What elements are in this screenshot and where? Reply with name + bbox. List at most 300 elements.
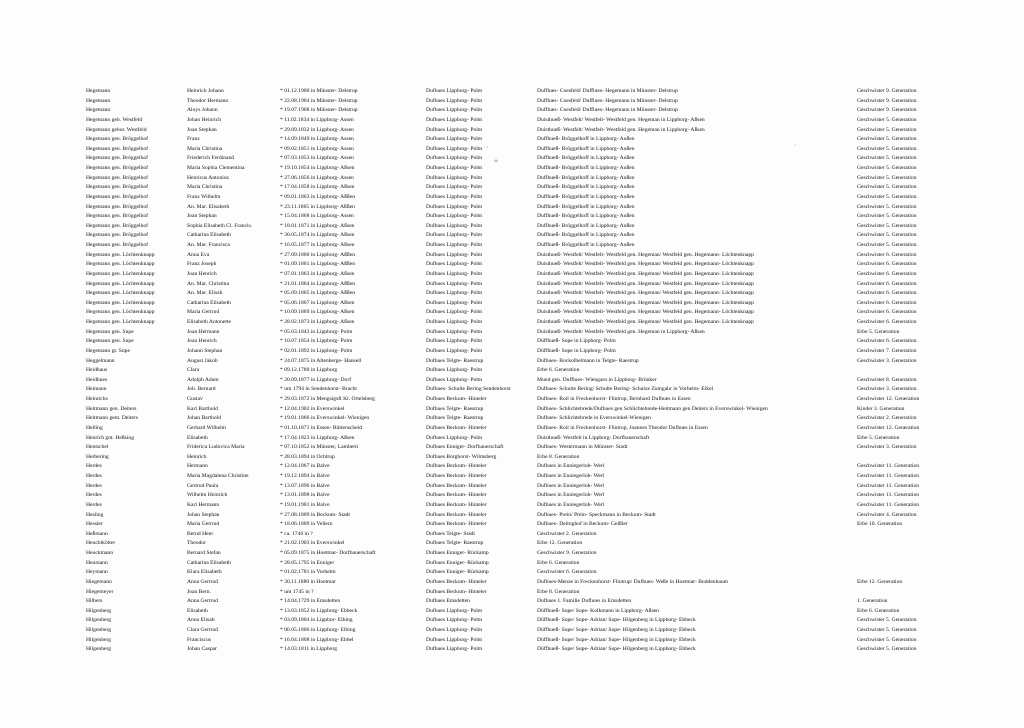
cell-farm-lineage: Düffhueß- Supe/ Supe- Adrian/ Supe- Hilgenberg in Lippborg- Ebbeck [537, 617, 696, 624]
cell-birth: * 27.08.1809 in Beckum- Stadt [280, 511, 350, 518]
cell-given-name: Heinrich [187, 453, 207, 460]
cell-family-line: Dufhues Telgte- Raestrup [426, 540, 484, 547]
cell-surname: Hiegemeyer [86, 588, 114, 595]
cell-surname: Hegemann gen. Bröggelhof [86, 232, 148, 239]
cell-surname: Heggelmann [86, 357, 115, 364]
cell-generation: Geschwister 3. Generation [857, 357, 917, 364]
table-row [86, 607, 938, 617]
table-row [86, 501, 938, 511]
cell-given-name: Franz Joseph [187, 261, 217, 268]
cell-generation: Geschwister 5. Generation [857, 636, 917, 643]
cell-farm-lineage: Duisthueß- Westfelt/ Westfelt- Westfeld gen. Hegeman/ Westfeld gen. Hegemann- Löchtenknapp [537, 261, 754, 268]
table-row [86, 241, 938, 251]
cell-farm-lineage: Duffhueß- Bröggelhoff in Lippborg- Außen [537, 222, 635, 229]
cell-family-line: Dufhues Enniger- Dorfbauerschaft [426, 444, 504, 451]
table-row [86, 443, 938, 453]
cell-birth: * 06.05.1806 in Lippborg- Elbing [280, 627, 356, 633]
table-row [86, 491, 938, 501]
cell-generation: Erbe 10. Generation [857, 521, 903, 528]
cell-generation: Geschwister 6. Generation [857, 290, 917, 297]
cell-given-name: Maria Gertrud [187, 309, 220, 316]
cell-family-line: Dufhues Lippborg- Polm [426, 145, 483, 152]
cell-surname: Herbering [86, 453, 109, 460]
cell-surname: Hegemann gebor. Westfeld [86, 126, 147, 133]
cell-generation: Geschwister 5. Generation [857, 184, 917, 191]
cell-surname: Hessler [86, 521, 103, 528]
cell-given-name: An. Mar. Christina [187, 280, 229, 287]
cell-surname: Herdes [86, 463, 102, 470]
cell-family-line: Dufhues Lippborg- Polm [426, 88, 483, 94]
cell-generation: Geschwister 6. Generation [857, 299, 917, 306]
table-row [86, 308, 938, 318]
cell-given-name: Anna Gertrud [187, 578, 218, 585]
table-row [86, 482, 938, 492]
cell-family-line: Dufhues Lippborg- Polm [426, 155, 483, 162]
cell-farm-lineage: Duisthueß- Westfelt/ Westfelt- Westfeld gen. Hegeman/ Westfeld gen. Hegemann- Löchtenknapp [537, 319, 754, 325]
table-row [86, 462, 938, 472]
cell-given-name: Anna Eva [187, 251, 210, 258]
cell-farm-lineage: Duisthueß- Westfelt/ Westfelt- Westfeld gen. Hegeman in Lippborg- Aßsen [537, 328, 705, 335]
cell-farm-lineage: Duisthueß- Westfelt/ Westfelt- Westfeld gen. Hegeman/ Westfeld gen. Hegemann- Löchtenknapp [537, 299, 754, 306]
cell-family-line: Dufhues Lippborg- Polm [426, 319, 483, 325]
cell-family-line: Dufhues Lippborg- Polm [426, 261, 483, 268]
table-row [86, 626, 938, 636]
cell-farm-lineage: Düffhueß- Supe/ Supe- Adrian/ Supe- Hilgenberg in Lippborg- Ebbeck [537, 636, 696, 643]
cell-farm-lineage: Dufhues 1. Familie Dufhues in Emsdetten [537, 598, 632, 605]
table-row [86, 559, 938, 569]
cell-farm-lineage: Duisthueß- Westfelt in Lippborg- Dorfbauerschaft [537, 434, 650, 441]
cell-birth: * 16.05.1877 in Lippborg- Aßsen [280, 242, 355, 248]
cell-farm-lineage: Duffhueß- Bröggelhoff in Lippborg- Außen [537, 136, 635, 143]
table-row [86, 222, 938, 232]
cell-farm-lineage: Duffhueß- Bröggelhoff in Lippborg- Außen [537, 213, 635, 220]
cell-surname: Hilgenberg [86, 646, 112, 653]
cell-birth: * 27.09.1860 in Lippborg- Aßßen [280, 251, 356, 258]
cell-family-line: Dufhues Lippborg- Polm [426, 328, 483, 335]
cell-generation: Geschwister 4. Generation [857, 511, 917, 518]
cell-surname: Hilgenberg [86, 617, 112, 624]
cell-generation [857, 559, 938, 569]
cell-farm-lineage: Duisthueß- Westfelt/ Westfelt- Westfeld gen. Hegeman/ Westfeld gen. Hegemann- Löchtenknapp [537, 270, 754, 277]
cell-family-line: Dufhues Lippborg- Polm [426, 646, 483, 653]
cell-family-line: Dufhues Lippborg- Polm [426, 174, 483, 181]
cell-generation: Geschwister 5. Generation [857, 126, 917, 133]
cell-given-name: Maria Christina [187, 145, 223, 152]
cell-given-name: Elisabeth [187, 434, 208, 441]
cell-birth: * 19.07.1908 in Münster- Delstrup [280, 107, 358, 114]
cell-farm-lineage: Düffhueß- Supe/ Supe- Adrian/ Supe- Hilgenberg in Lippborg- Ebbeck [537, 646, 696, 653]
cell-given-name: Friederich Ferdinand [187, 155, 235, 162]
table-row [86, 395, 938, 405]
cell-family-line: Dufhues Lippborg- Polm [426, 338, 483, 345]
cell-farm-lineage: Dufhues- Prein/ Prein- Speckmann in Beckum- Stadt [537, 511, 656, 518]
cell-generation [857, 588, 938, 598]
cell-birth: * 07.10.1852 in Münster, Lamberti [280, 444, 359, 451]
table-row [86, 588, 938, 598]
cell-surname: Hilbers [86, 598, 103, 605]
table-row [86, 616, 938, 626]
cell-surname: Heitmann gen. Deiters [86, 405, 137, 412]
table-row [86, 318, 938, 328]
cell-family-line: Dufhues Lippborg- Polm [426, 213, 483, 220]
cell-birth: * 19.10.1854 in Lippborg- Aßsen [280, 165, 355, 171]
cell-birth: * 05.06.1867 in Lippborg- Aßsen [280, 299, 355, 306]
cell-generation: Geschwister 5. Generation [857, 203, 917, 210]
cell-birth: * 05.03.1843 in Lippborg- Polm [280, 328, 353, 335]
cell-given-name: Johan Caspar [187, 646, 217, 653]
table-row [86, 116, 938, 126]
cell-birth: * 17.04.1823 in Lippborg- Aßsen [280, 434, 355, 441]
cell-birth: * 27.06.1856 in Lippborg- Assen [280, 174, 354, 181]
cell-birth: * ca. 1746 in ? [280, 530, 313, 537]
cell-generation [857, 530, 938, 540]
table-row [86, 424, 938, 434]
cell-family-line: Dufhues Telgte- Raestrup [426, 357, 484, 364]
cell-family-line: Dufhues Lippborg- Polm [426, 203, 483, 210]
table-row [86, 376, 938, 386]
table-row [86, 520, 938, 530]
table-row [86, 251, 938, 261]
cell-surname: Hesling [86, 511, 104, 518]
cell-farm-lineage: Duffhueß- Bröggelhoff in Lippborg- Außen [537, 145, 635, 152]
cell-given-name: Gustav [187, 396, 203, 402]
cell-generation: Erbe 5. Generation [857, 328, 900, 335]
cell-generation: Geschwister 11. Generation [857, 492, 920, 499]
cell-given-name: Franz [187, 136, 200, 143]
table-row [86, 203, 938, 213]
cell-farm-lineage: Dufhues- Schlichtebrede/Dufhues gen Schlichtebrede-Heitmann gen Deiters in Everswinkel- Wienigen [537, 405, 768, 412]
cell-birth: * 12.04.1902 in Everswinkel [280, 405, 345, 412]
cell-given-name: An. Mar. Francisca [187, 242, 230, 248]
table-row [86, 337, 938, 347]
cell-family-line: Dufhues- Schulte Bering Sendenhorst [426, 386, 511, 393]
cell-surname: Heuckmann [86, 550, 114, 556]
cell-surname: Heitmann gent. Deiters [86, 415, 139, 422]
scan-speck: * [494, 158, 498, 167]
cell-farm-lineage: Duisthueß- Westfelt/ Westfelt- Westfeld gen. Hegeman in Lippborg- Aßsen [537, 126, 705, 133]
cell-family-line: Dufhues Beckum- Hinteler [426, 482, 487, 489]
cell-surname: Hiegemann [86, 578, 112, 585]
cell-surname: Hegemann gt. Supe [86, 347, 130, 354]
cell-farm-lineage: Duffhueß- Bröggelhoff in Lippborg- Außen [537, 232, 635, 239]
table-row [86, 289, 938, 299]
cell-generation: Geschwister 2. Generation [857, 415, 917, 422]
cell-family-line: Dufhues Lippborg- Polm [426, 434, 483, 441]
cell-surname: Hegemann gen. Bröggelhof [86, 203, 148, 210]
table-row [86, 328, 938, 338]
cell-farm-lineage: Dufhues in Enniegerloh- Werl [537, 501, 605, 508]
cell-farm-lineage: Dufhues- Westermann in Münster- Stadt [537, 444, 628, 451]
cell-given-name: Catharina Elisabeth [187, 299, 231, 306]
cell-birth: * 13.03.1852 in Lippborg- Ebbeck [280, 607, 358, 614]
cell-generation: Geschwister 5. Generation [857, 165, 917, 171]
cell-surname: Hegemann gen. Bröggelhof [86, 136, 148, 143]
cell-birth: * 23.11.1865 in Lippborg- Aßßen [280, 203, 355, 210]
table-row [86, 530, 938, 540]
table-row [86, 453, 938, 463]
cell-surname: Hegemann gen. Supe [86, 328, 134, 335]
cell-birth: * 21.02.1903 in Everswinkel [280, 540, 345, 547]
cell-family-line: Dufhues Lippborg- Polm [426, 232, 483, 239]
cell-farm-lineage: Duisthueß- Westfelt/ Westfelt- Westfeld gen. Hegeman/ Westfeld gen. Hegemann- Löchtenknapp [537, 251, 754, 258]
table-row [86, 193, 938, 203]
cell-surname: Herdes [86, 482, 102, 489]
cell-family-line: Dufhues Telgte- Stadt [426, 530, 475, 537]
cell-surname: Hilgenberg [86, 627, 112, 633]
table-row [86, 472, 938, 482]
cell-surname: Hegemann gen. Bröggelhof [86, 222, 148, 229]
cell-given-name: Catharina Elisabeth [187, 559, 231, 566]
table-row [86, 280, 938, 290]
cell-surname: Henrich gnt. Heßsing [86, 434, 135, 441]
cell-birth: * 21.01.1864 in Lippborg- Aßßen [280, 280, 356, 287]
cell-generation: Geschwister 5. Generation [857, 617, 917, 624]
cell-generation: Geschwister 5. Generation [857, 646, 917, 653]
cell-farm-lineage: Geschwister 9. Generation [537, 550, 597, 556]
cell-given-name: Maria Christina [187, 184, 223, 191]
table-row [86, 549, 938, 559]
cell-family-line: Dufhues Lippborg- Polm [426, 136, 483, 143]
cell-given-name: Maria Magdalena Christine [187, 473, 249, 479]
cell-farm-lineage: Duffhueß- Bröggelhoff in Lippborg- Außen [537, 242, 635, 248]
cell-birth: * 10.09.1869 in Lippborg- Aßsen [280, 309, 355, 316]
cell-surname: Hegemann gen. Löchtenknapp [86, 319, 155, 325]
cell-generation: Geschwister 3. Generation [857, 444, 917, 451]
cell-given-name: Aloys Johann [187, 107, 218, 114]
cell-generation [857, 539, 938, 549]
cell-birth: * 17.04.1858 in Lippborg- Aßsen [280, 184, 355, 191]
cell-surname: Hegemann gen. Löchtenknapp [86, 309, 155, 316]
cell-given-name: Henricus Antonius [187, 174, 229, 181]
cell-surname: Helling [86, 424, 103, 431]
cell-family-line: Dufhues Lippborg- Polm [426, 607, 483, 614]
cell-birth: * 10.07.1854 in Lippborg- Polm [280, 338, 353, 345]
cell-given-name: Maria Gertrud [187, 521, 220, 528]
cell-farm-lineage: Dufhues- Schlichtebrede in Everswinkel-Wienigen [537, 415, 651, 422]
cell-given-name: Joan Bern. [187, 588, 211, 595]
cell-birth: * 07.03.1853 in Lippborg- Assen [280, 155, 354, 162]
cell-generation [857, 366, 938, 376]
cell-birth: * 02.01.1892 in Lippborg- Polm [280, 347, 353, 354]
cell-family-line: Dufhues Lippborg- Polm [426, 627, 483, 633]
cell-family-line: Dufhues Lippborg- Polm [426, 116, 483, 123]
table-row [86, 539, 938, 549]
cell-family-line: Dufhues Lippborg- Polm [426, 242, 483, 248]
cell-generation: Geschwister 6. Generation [857, 338, 917, 345]
cell-birth: * 28.05.1795 in Enniger [280, 559, 335, 566]
table-row [86, 154, 938, 164]
cell-birth: * 13.07.1896 in Balve [280, 482, 330, 489]
cell-given-name: Bernard Stefan [187, 550, 221, 556]
cell-family-line: Dufhues Lippborg- Polm [426, 636, 483, 643]
cell-generation: Geschwister 12. Generation [857, 396, 920, 402]
cell-given-name: Gerhard Wilhelm [187, 424, 226, 431]
cell-farm-lineage: Duffhueß- Bröggelhoff in Lippborg- Außen [537, 174, 635, 181]
cell-family-line: Dufhues Lippborg- Polm [426, 280, 483, 287]
cell-birth: * 12.04.1867 in Balve [280, 463, 330, 470]
cell-generation: Geschwister 6. Generation [857, 280, 917, 287]
table-row [86, 212, 938, 222]
cell-generation [857, 453, 938, 463]
cell-given-name: Joan Hermann [187, 328, 220, 335]
cell-surname: Hegemann geb. Westfeld [86, 116, 143, 123]
cell-given-name: Elisabeth [187, 607, 208, 614]
cell-generation: Geschwister 9. Generation [857, 97, 917, 104]
cell-farm-lineage: Dufhues in Enniegerloh- Werl [537, 492, 605, 499]
cell-birth: * 01.02.1781 in Vorhelm [280, 569, 336, 576]
cell-given-name: Franz Wilhelm [187, 193, 221, 200]
cell-family-line: Dufhues Enniger- Rückamp [426, 569, 489, 576]
cell-generation: Geschwister 5. Generation [857, 222, 917, 229]
cell-given-name: An. Mar. Elisabeth [187, 203, 230, 210]
cell-surname: Heidhaus [86, 367, 108, 374]
cell-generation: Geschwister 5. Generation [857, 155, 917, 162]
cell-birth: * 09.12.1780 in Lippborg [280, 367, 338, 374]
cell-family-line: Dufhues Lippborg- Polm [426, 309, 483, 316]
cell-family-line: Dufhues Beckum- Hinteler [426, 463, 487, 470]
cell-family-line: Dufhues Lippborg- Polm [426, 107, 483, 114]
cell-farm-lineage: Dufhues in Enniegerloh- Werl [537, 482, 605, 489]
table-row [86, 260, 938, 270]
table-row [86, 568, 938, 578]
cell-farm-lineage: Dufhues in Enniegerloh- Werl [537, 463, 605, 470]
cell-generation: Erbe 12. Generation [857, 578, 903, 585]
cell-birth: * 16.04.1808 in Lippborg- Ebbel [280, 636, 354, 643]
cell-birth: * um 1794 in Sendenhorst- Bracht [280, 386, 357, 393]
cell-given-name: An. Mar. Elisab [187, 290, 223, 297]
cell-farm-lineage: Mund gen. Dufflues- Wiengarn in Lippborg- Brünker [537, 376, 657, 383]
table-row [86, 347, 938, 357]
cell-surname: Heidhues [86, 376, 108, 383]
cell-given-name: Johan Heinrich [187, 116, 222, 123]
cell-given-name: Heinrich Johann [187, 88, 224, 94]
cell-surname: Hegemann [86, 97, 111, 104]
cell-surname: Hentschel [86, 444, 109, 451]
table-row [86, 414, 938, 424]
cell-surname: Herdes [86, 501, 102, 508]
cell-given-name: Johan Stephan [187, 511, 220, 518]
cell-generation [857, 549, 938, 559]
cell-surname: Hegemann gen. Bröggelhof [86, 193, 148, 200]
cell-generation: Geschwister 6. Generation [857, 309, 917, 316]
cell-birth: * 22.08.1904 in Münster- Delstrup [280, 97, 358, 104]
table-row [86, 126, 938, 136]
cell-family-line: Dufhues Beckum- Hinteler [426, 424, 487, 431]
cell-birth: * 03.09.1804 in Lippbor- Elbing [280, 617, 353, 624]
cell-birth: * um 1745 in ? [280, 588, 314, 595]
cell-generation: Geschwister 9. Generation [857, 88, 917, 94]
cell-birth: * 29.09.1832 in Lippborg- Assen [280, 126, 354, 133]
cell-farm-lineage: Duisthueß- Westfelt/ Westfelt- Westfeld gen. Hegeman/ Westfeld gen. Hegemann- Löchtenknapp [537, 309, 754, 316]
scan-speck: · [794, 141, 797, 150]
cell-family-line: Dufhues Lippborg- Polm [426, 184, 483, 191]
cell-farm-lineage: Duffhueß- Bröggelhoff in Lippborg- Außen [537, 184, 635, 191]
table-row [86, 511, 938, 521]
cell-farm-lineage: Dufflues- Coesfeld/ Dufflues- Hegemann in Münster- Delstrup [537, 88, 678, 94]
cell-generation: Geschwister 6. Generation [857, 251, 917, 258]
cell-birth: * 19.01.1901 in Balve [280, 501, 330, 508]
cell-surname: Heymann [86, 569, 108, 576]
cell-farm-lineage: Duisthueß- Westfelt/ Westfelt- Westfeld gen. Hegeman/ Westfeld gen. Hegemann- Löchtenknapp [537, 290, 754, 297]
cell-given-name: Clara [187, 367, 200, 374]
cell-farm-lineage: Dufhues- Schulte Bering/ Schulte Bering- Schulze Zumgahr in Vorhelm- Eikel [537, 386, 714, 393]
cell-farm-lineage: Erbe 8. Generation [537, 453, 580, 460]
cell-family-line: Dufhues Lippborg- Polm [426, 193, 483, 200]
cell-surname: Hilgenberg [86, 636, 112, 643]
cell-farm-lineage: Düffhueß- Supe in Lippborg- Polm [537, 347, 616, 354]
cell-family-line: Dufhues Beckum- Hinteler [426, 511, 487, 518]
cell-birth: * 01.10.1871 in Essen- Rüttenscheid [280, 424, 363, 431]
cell-birth: * 28.03.1894 in Ochtrup [280, 453, 335, 460]
cell-generation: Geschwister 5. Generation [857, 193, 917, 200]
table-row [86, 636, 938, 646]
cell-farm-lineage: Dufhues- Roil in Freckenhorst- Flintrup, Bernhard Dufhues in Essen [537, 396, 691, 402]
cell-birth: * 15.04.1868 in Lippborg- Assen [280, 213, 354, 220]
table-row [86, 164, 938, 174]
cell-given-name: Anna Elisab [187, 617, 215, 624]
cell-surname: Heuchtkötter [86, 540, 116, 547]
cell-generation: Geschwister 5. Generation [857, 213, 917, 220]
cell-farm-lineage: Duisthueß- Westfelt/ Westfelt- Westfeld gen. Hegeman in Lippborg- Aßsen [537, 116, 705, 123]
cell-farm-lineage: Dufhues-Menze in Freckenhorst- Flintrup/ Dufhues- Weße in Hoetmar- Buddenbaum [537, 578, 729, 585]
table-row [86, 135, 938, 145]
cell-family-line: Dufhues Beckum- Hinteler [426, 578, 487, 585]
cell-given-name: Anna Gertrud [187, 598, 218, 605]
cell-birth: * 30.11.1880 in Hoetmar [280, 578, 336, 585]
cell-surname: Hegemann gen. Löchtenknapp [86, 251, 155, 258]
cell-surname: Heßmann [86, 530, 108, 537]
table-row [86, 270, 938, 280]
cell-family-line: Dufhues Lippborg- Polm [426, 290, 483, 297]
cell-generation: Geschwister 5. Generation [857, 627, 917, 633]
cell-surname: Hegemann gen. Bröggelhof [86, 165, 148, 171]
cell-given-name: Joan Stephan [187, 213, 217, 220]
cell-generation: Geschwister 6. Generation [857, 261, 917, 268]
cell-farm-lineage: Dufhues in Enniegerloh- Werl [537, 473, 605, 479]
cell-farm-lineage: Düffhueß- Supe/ Supe- Kolkmann in Lippborg- Aßsen [537, 607, 659, 614]
cell-surname: Hegemann gen. Bröggelhof [86, 213, 148, 220]
cell-farm-lineage: Erbe 8. Generation [537, 588, 580, 595]
cell-given-name: Adolph Adam [187, 376, 219, 383]
cell-generation: Geschwister 3. Generation [857, 386, 917, 393]
cell-farm-lineage: Geschwister 6. Generation [537, 569, 597, 576]
cell-family-line: Dufhues Lippborg- Polm [426, 367, 483, 374]
cell-family-line: Dufhues Beckum- Hinteler [426, 521, 487, 528]
cell-family-line: Dufhues Lippborg- Polm [426, 376, 483, 383]
cell-surname: Hegemann gen. Bröggelhof [86, 174, 148, 181]
cell-farm-lineage: Dufhues- Deitnghof in Beckum- Geißler [537, 521, 628, 528]
cell-farm-lineage: Duffhueß- Bröggelhoff in Lippborg- Außen [537, 193, 635, 200]
cell-family-line: Dufhues Telgte- Raestrup [426, 405, 484, 412]
cell-given-name: August Jakob [187, 357, 218, 364]
cell-farm-lineage: Dufflues- Coesfeld/ Dufflues- Hegemann in Münster- Delstrup [537, 107, 678, 114]
cell-birth: * 05.09.1865 in Lippborg- Aßßen [280, 290, 356, 297]
cell-generation: Kinder 3. Generation [857, 405, 905, 412]
cell-surname: Hegemann gen. Löchtenknapp [86, 270, 155, 277]
cell-farm-lineage: Dufhues- Bockolbelmann in Telgte- Raestrup [537, 357, 639, 364]
cell-family-line: Dufhues Lippborg- Polm [426, 347, 483, 354]
cell-birth: * 11.02.1834 in Lippborg- Assen [280, 116, 354, 123]
cell-generation: Geschwister 6. Generation [857, 270, 917, 277]
cell-family-line: Dufhues Lippborg- Polm [426, 270, 483, 277]
genealogy-table-body [86, 87, 938, 655]
table-row [86, 183, 938, 193]
cell-family-line: Dufhues Emsdetten [426, 598, 470, 605]
cell-generation: Geschwister 11. Generation [857, 473, 920, 479]
cell-birth: * 01.12.1900 in Münster- Delstrup [280, 88, 358, 94]
cell-generation: Erbe 5. Generation [857, 434, 900, 441]
cell-given-name: Catharina Elisabeth [187, 232, 231, 239]
